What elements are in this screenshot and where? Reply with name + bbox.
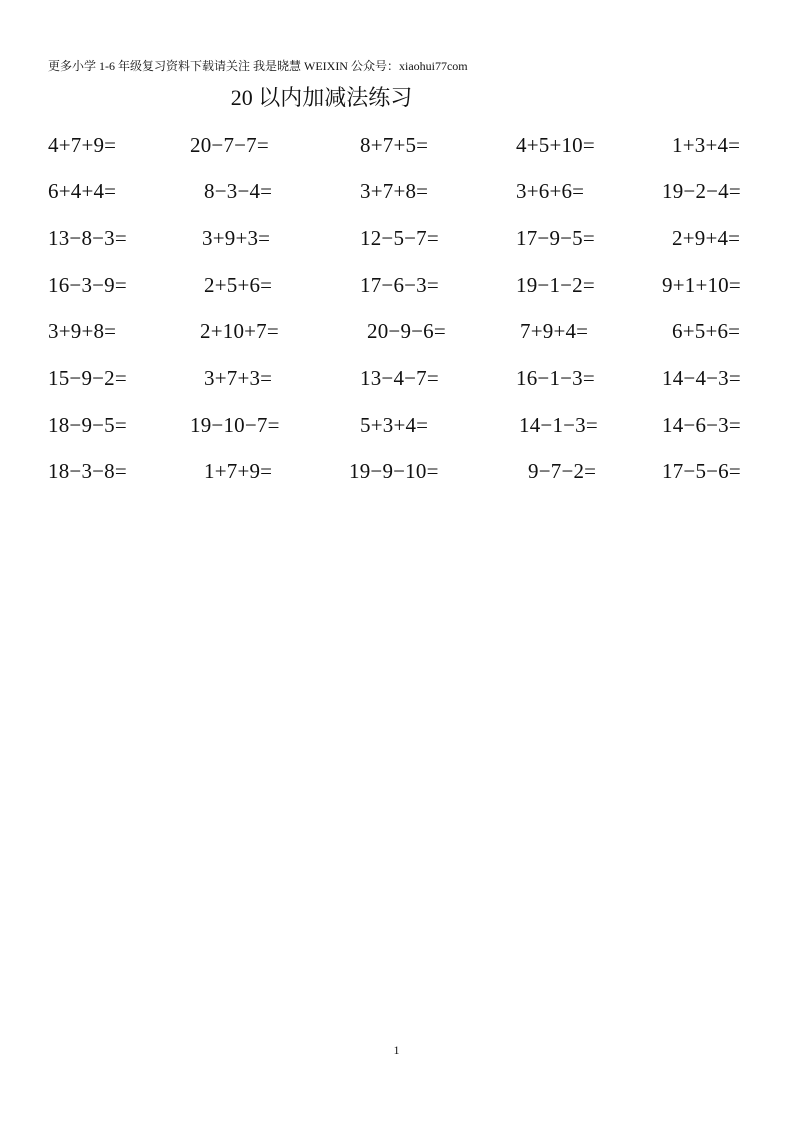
problem-r4-c3: 17−6−3= <box>360 273 439 297</box>
problem-r1-c3: 8+7+5= <box>360 133 429 157</box>
problem-r6-c3: 13−4−7= <box>360 366 439 390</box>
page-title: 20 以内加减法练习 <box>230 85 413 110</box>
problem-grid <box>0 0 793 520</box>
problem-r3-c2: 3+9+3= <box>202 226 271 250</box>
problem-r3-c5: 2+9+4= <box>672 226 741 250</box>
problem-r5-c2: 2+10+7= <box>200 319 279 343</box>
problem-r3-c4: 17−9−5= <box>516 226 595 250</box>
problem-r5-c3: 20−9−6= <box>367 319 446 343</box>
header-note: 更多小学 1-6 年级复习资料下载请关注 我是晓慧 WEIXIN 公众号：xiaohui77com <box>48 59 468 73</box>
problem-r8-c2: 1+7+9= <box>204 459 273 483</box>
problem-r2-c4: 3+6+6= <box>516 179 585 203</box>
problem-r4-c1: 16−3−9= <box>48 273 127 297</box>
problem-r6-c2: 3+7+3= <box>204 366 273 390</box>
problem-r2-c3: 3+7+8= <box>360 179 429 203</box>
problem-r2-c2: 8−3−4= <box>204 179 273 203</box>
problem-r5-c4: 7+9+4= <box>520 319 589 343</box>
problem-r7-c1: 18−9−5= <box>48 413 127 437</box>
problem-r4-c5: 9+1+10= <box>662 273 741 297</box>
problem-r5-c1: 3+9+8= <box>48 319 117 343</box>
problem-r1-c4: 4+5+10= <box>516 133 595 157</box>
problem-r3-c3: 12−5−7= <box>360 226 439 250</box>
page-number: 1 <box>393 1043 400 1057</box>
problem-r1-c5: 1+3+4= <box>672 133 741 157</box>
problem-r7-c5: 14−6−3= <box>662 413 741 437</box>
problem-r6-c5: 14−4−3= <box>662 366 741 390</box>
problem-r1-c1: 4+7+9= <box>48 133 117 157</box>
problem-r8-c5: 17−5−6= <box>662 459 741 483</box>
problem-r4-c4: 19−1−2= <box>516 273 595 297</box>
problem-r6-c4: 16−1−3= <box>516 366 595 390</box>
problem-r2-c1: 6+4+4= <box>48 179 117 203</box>
problem-r8-c1: 18−3−8= <box>48 459 127 483</box>
problem-r6-c1: 15−9−2= <box>48 366 127 390</box>
problem-r5-c5: 6+5+6= <box>672 319 741 343</box>
problem-r7-c2: 19−10−7= <box>190 413 280 437</box>
problem-r4-c2: 2+5+6= <box>204 273 273 297</box>
problem-r8-c3: 19−9−10= <box>349 459 439 483</box>
problem-r3-c1: 13−8−3= <box>48 226 127 250</box>
problem-r7-c3: 5+3+4= <box>360 413 429 437</box>
problem-r2-c5: 19−2−4= <box>662 179 741 203</box>
problem-r8-c4: 9−7−2= <box>528 459 597 483</box>
problem-r7-c4: 14−1−3= <box>519 413 598 437</box>
problem-r1-c2: 20−7−7= <box>190 133 269 157</box>
